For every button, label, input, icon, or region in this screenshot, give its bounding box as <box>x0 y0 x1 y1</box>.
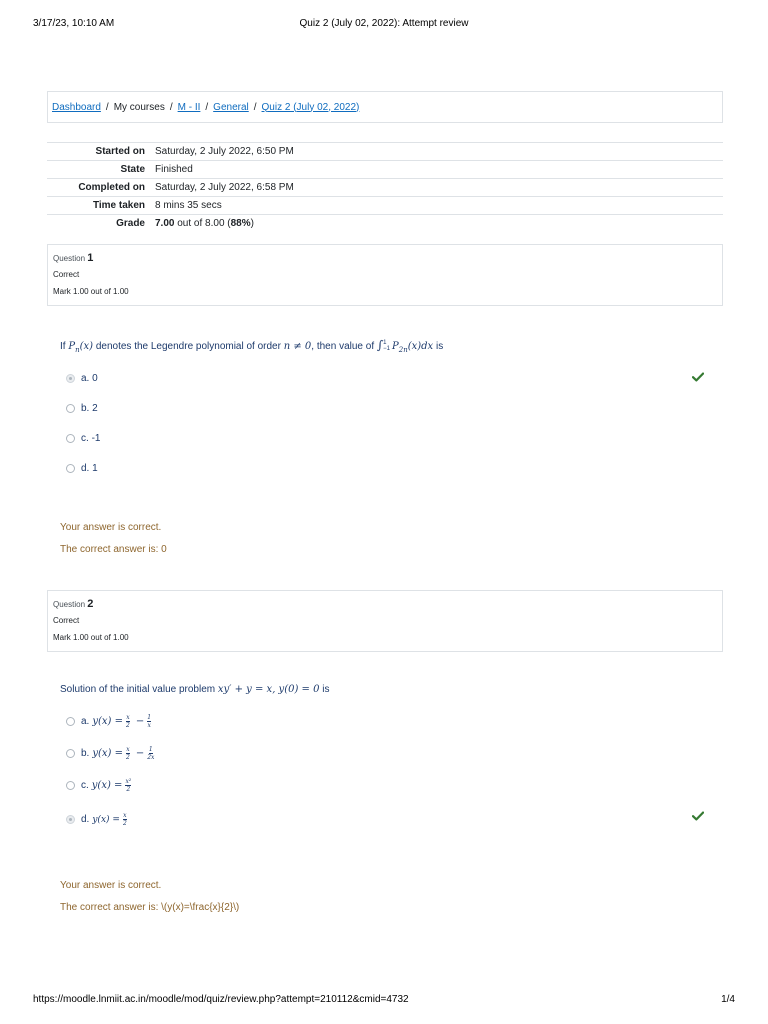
fraction-numerator: x <box>126 746 130 753</box>
radio-button[interactable] <box>66 749 75 758</box>
summary-value: Saturday, 2 July 2022, 6:58 PM <box>155 179 723 197</box>
fraction-denominator: 2 <box>126 786 131 793</box>
math-symbol: n ≠ 0 <box>283 341 312 352</box>
grade-percent: 88% <box>230 218 251 230</box>
breadcrumb <box>47 91 723 123</box>
summary-label: Completed on <box>47 179 155 197</box>
option-letter: c. <box>81 433 89 444</box>
fraction-denominator: 2x <box>147 754 155 761</box>
integral-upper: 1 <box>383 340 387 347</box>
option-text: 0 <box>92 373 98 384</box>
summary-label: Grade <box>47 215 155 233</box>
math-lhs: y(x) = <box>92 716 123 727</box>
grade-value <box>155 215 723 233</box>
math-operator: − <box>135 748 145 759</box>
question-2-text <box>60 684 329 695</box>
question-grade: Mark 1.00 out of 1.00 <box>53 287 129 296</box>
option-text: -1 <box>91 433 101 444</box>
option-letter: b. <box>81 403 90 414</box>
summary-row <box>47 197 723 215</box>
math-lhs: y(x) = <box>91 780 123 791</box>
option-letter: b. <box>81 748 90 759</box>
summary-row <box>47 179 723 197</box>
question-prefix: Question <box>53 254 86 263</box>
question-number <box>53 252 717 264</box>
fraction <box>126 714 130 729</box>
q1-option-b[interactable] <box>66 403 98 414</box>
integral-lower: −1 <box>383 346 390 353</box>
math-lhs: y(x) = <box>92 814 120 825</box>
question-prefix: Question <box>53 600 86 609</box>
qtext-part: If <box>60 341 69 352</box>
breadcrumb-separator: / <box>253 101 257 113</box>
summary-row <box>47 143 723 161</box>
option-letter: d. <box>81 814 90 825</box>
fraction <box>147 714 151 729</box>
attempt-summary-table <box>47 142 723 233</box>
breadcrumb-separator: / <box>169 101 173 113</box>
question-1-text <box>60 338 443 354</box>
grade-close: ) <box>250 218 254 230</box>
option-letter: d. <box>81 463 90 474</box>
math-symbol: (x)dx <box>407 341 434 352</box>
breadcrumb-general[interactable]: General <box>213 101 249 113</box>
fraction-denominator: 2 <box>126 722 130 729</box>
q2-right-answer: The correct answer is: \(y(x)=\frac{x}{2}\) <box>60 902 240 913</box>
fraction-denominator: 2 <box>126 754 130 761</box>
fraction-numerator: x <box>123 812 127 819</box>
breadcrumb-separator: / <box>105 101 109 113</box>
summary-label: State <box>47 161 155 179</box>
question-2-info <box>47 590 723 652</box>
integral-symbol: ∫ <box>376 338 384 352</box>
q1-option-c[interactable] <box>66 433 100 444</box>
check-icon <box>692 811 704 821</box>
math-operator: − <box>135 716 145 727</box>
fraction-denominator: x <box>147 722 151 729</box>
print-url: https://moodle.lnmiit.ac.in/moodle/mod/quiz/review.php?attempt=210112&cmid=4732 <box>33 994 409 1005</box>
question-1-info <box>47 244 723 306</box>
qtext-part: Solution of the initial value problem <box>60 684 218 695</box>
radio-button[interactable] <box>66 781 75 790</box>
radio-button[interactable] <box>66 434 75 443</box>
math-subscript: n <box>75 346 80 354</box>
qtext-part: is <box>319 684 330 695</box>
integral-limits <box>383 340 390 352</box>
q2-option-a[interactable] <box>66 714 154 729</box>
question-state: Correct <box>53 270 80 279</box>
breadcrumb-quiz[interactable]: Quiz 2 (July 02, 2022) <box>261 101 360 113</box>
option-letter: a. <box>81 373 90 384</box>
math-symbol: P <box>68 341 76 352</box>
fraction <box>126 746 130 761</box>
option-text: 2 <box>92 403 98 414</box>
question-grade: Mark 1.00 out of 1.00 <box>53 633 129 642</box>
breadcrumb-dashboard[interactable]: Dashboard <box>52 101 101 113</box>
summary-value: 8 mins 35 secs <box>155 197 723 215</box>
fraction <box>123 812 127 827</box>
question-state: Correct <box>53 616 80 625</box>
math-lhs: y(x) = <box>92 748 123 759</box>
summary-row <box>47 161 723 179</box>
fraction-numerator: x <box>126 714 130 721</box>
fraction-numerator: 1 <box>147 714 152 721</box>
breadcrumb-separator: / <box>205 101 209 113</box>
radio-selected[interactable] <box>66 815 75 824</box>
q1-option-d[interactable] <box>66 463 98 474</box>
question-number-value: 1 <box>87 252 94 264</box>
print-header <box>33 18 735 32</box>
radio-selected[interactable] <box>66 374 75 383</box>
grade-out-of: out of 8.00 ( <box>174 218 231 230</box>
summary-value: Saturday, 2 July 2022, 6:50 PM <box>155 143 723 161</box>
q1-feedback: Your answer is correct. <box>60 522 162 533</box>
math-symbol: P <box>392 341 399 352</box>
option-text: 1 <box>92 463 98 474</box>
breadcrumb-my-courses: My courses <box>113 101 165 113</box>
math-symbol: (x) <box>79 341 94 352</box>
q1-option-a[interactable] <box>66 373 98 384</box>
print-datetime: 3/17/23, 10:10 AM <box>33 18 115 29</box>
summary-row-grade <box>47 215 723 233</box>
math-subscript: 2n <box>398 346 408 354</box>
radio-button[interactable] <box>66 404 75 413</box>
math-expression: xy′ + y = x, y(0) = 0 <box>217 684 320 695</box>
summary-label: Time taken <box>47 197 155 215</box>
qtext-part: is <box>433 341 444 352</box>
print-title: Quiz 2 (July 02, 2022): Attempt review <box>299 18 469 29</box>
qtext-part: , then value of <box>311 341 377 352</box>
option-letter: a. <box>81 716 90 727</box>
breadcrumb-course[interactable]: M - II <box>177 101 201 113</box>
fraction <box>147 746 154 761</box>
q2-option-c[interactable] <box>66 778 134 793</box>
q2-option-d[interactable] <box>66 812 130 827</box>
fraction-denominator: 2 <box>122 820 127 827</box>
print-page-number: 1/4 <box>721 994 735 1005</box>
qtext-part: denotes the Legendre polynomial of order <box>93 341 284 352</box>
fraction <box>125 778 131 793</box>
question-number-value: 2 <box>87 598 94 610</box>
summary-label: Started on <box>47 143 155 161</box>
check-icon <box>692 372 704 382</box>
q1-right-answer: The correct answer is: 0 <box>60 544 167 555</box>
q2-feedback: Your answer is correct. <box>60 880 162 891</box>
grade-score: 7.00 <box>155 218 175 230</box>
summary-value: Finished <box>155 161 723 179</box>
fraction-numerator: 1 <box>148 746 153 753</box>
question-number <box>53 598 717 610</box>
radio-button[interactable] <box>66 464 75 473</box>
option-letter: c. <box>81 780 89 791</box>
q2-option-b[interactable] <box>66 746 157 761</box>
fraction-numerator: x² <box>125 778 132 785</box>
radio-button[interactable] <box>66 717 75 726</box>
print-footer <box>33 994 735 1008</box>
